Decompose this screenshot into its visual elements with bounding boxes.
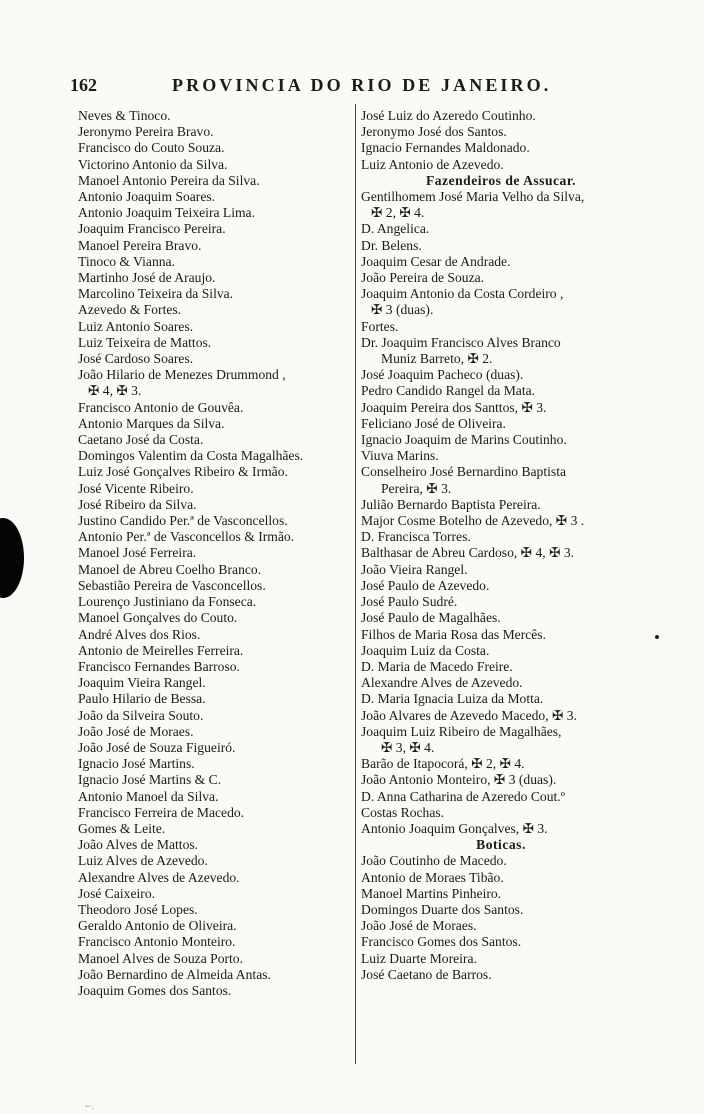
list-item: Joaquim Cesar de Andrade. [361,253,511,269]
page-number: 162 [70,75,97,95]
list-item: Manoel de Abreu Coelho Branco. [78,561,262,577]
list-item: Feliciano José de Oliveira. [361,415,506,431]
list-item: Antonio Marques da Silva. [78,415,225,431]
list-item: Francisco Gomes dos Santos. [361,934,522,950]
list-item: Paulo Hilario de Bessa. [78,691,206,707]
list-item: Barão de Itapocorá, ✠ 2, ✠ 4. [361,756,525,772]
list-item: João Vieira Rangel. [361,561,468,577]
list-item: João Coutinho de Macedo. [361,853,507,869]
list-item: Balthasar de Abreu Cardoso, ✠ 4, ✠ 3. [361,545,575,561]
list-item: Costas Rochas. [361,804,445,820]
list-item: Joaquim Antonio da Costa Cordeiro , [361,286,564,302]
list-item: Manoel Gonçalves do Couto. [78,610,238,626]
right-column [361,108,641,983]
list-item: Manoel Martins Pinheiro. [361,885,502,901]
list-item: Jeronymo José dos Santos. [361,124,507,140]
list-item: Gomes & Leite. [78,820,166,836]
list-item: Joaquim Luiz Ribeiro de Magalhães, [361,723,562,739]
list-item: João Alves de Mattos. [78,837,199,853]
list-item: Antonio Joaquim Teixeira Lima. [78,205,255,221]
list-item: Joaquim Pereira dos Santtos, ✠ 3. [361,399,547,415]
list-item: Geraldo Antonio de Oliveira. [78,918,237,934]
list-item: João Pereira de Souza. [361,270,485,286]
list-item: João Hilario de Menezes Drummond , [78,367,286,383]
list-item: Antonio Manoel da Silva. [78,788,219,804]
list-item: Gentilhomem José Maria Velho da Silva, [361,189,585,205]
section-heading-fazendeiros: Fazendeiros de Assucar. [425,172,577,188]
list-item: José Luiz do Azeredo Coutinho. [361,108,536,123]
list-item: Antonio de Meirelles Ferreira. [78,642,244,658]
list-item: Francisco Ferreira de Macedo. [78,804,245,820]
list-item: José Ribeiro da Silva. [78,496,197,512]
list-item: Fortes. [361,318,399,334]
list-item-continuation: ✠ 2, ✠ 4. [371,205,425,221]
left-column [78,108,358,999]
list-item: Neves & Tinoco. [78,108,171,123]
list-item: Marcolino Teixeira da Silva. [78,286,234,302]
list-item: Joaquim Francisco Pereira. [78,221,226,237]
list-item: Luiz Duarte Moreira. [361,950,477,966]
list-item: Luiz Antonio de Azevedo. [361,156,504,172]
list-item: Caetano José da Costa. [78,432,204,448]
list-item: D. Maria de Macedo Freire. [361,658,513,674]
list-item: Joaquim Luiz da Costa. [361,642,490,658]
list-item: Antonio Joaquim Gonçalves, ✠ 3. [361,820,548,836]
list-item: Joaquim Gomes dos Santos. [78,982,232,998]
list-item: Martinho José de Araujo. [78,270,216,286]
list-item: Filhos de Maria Rosa das Mercês. [361,626,546,642]
list-item: Antonio Per.ª de Vasconcellos & Irmão. [78,529,295,545]
list-item: D. Maria Ignacia Luiza da Motta. [361,691,544,707]
list-item: José Paulo Sudré. [361,594,458,610]
ink-speck [655,635,659,639]
running-title: PROVINCIA DO RIO DE JANEIRO. [172,75,552,95]
list-item: Francisco Antonio de Gouvêa. [78,399,244,415]
list-item: João da Silveira Souto. [78,707,204,723]
list-item: Luiz Alves de Azevedo. [78,853,208,869]
list-item: José Paulo de Magalhães. [361,610,501,626]
list-item-continuation: Muniz Barreto, ✠ 2. [381,351,493,367]
ink-smudge: ~·. [85,1102,94,1111]
list-item: Antonio de Moraes Tibão. [361,869,504,885]
list-item: Luiz José Gonçalves Ribeiro & Irmão. [78,464,288,480]
list-item: Ignacio Fernandes Maldonado. [361,140,530,156]
list-item: Francisco Fernandes Barroso. [78,658,240,674]
list-item: Dr. Belens. [361,237,422,253]
list-item: Victorino Antonio da Silva. [78,156,228,172]
list-item-continuation: ✠ 3, ✠ 4. [381,739,435,755]
list-item: Tinoco & Vianna. [78,253,175,269]
list-item: José Caixeiro. [78,885,156,901]
list-item: Manoel José Ferreira. [78,545,197,561]
list-item: Alexandre Alves de Azevedo. [361,675,523,691]
list-item: Francisco do Couto Souza. [78,140,225,156]
list-item: Justino Candido Per.ª de Vasconcellos. [78,513,288,529]
list-item: Azevedo & Fortes. [78,302,182,318]
list-item: Francisco Antonio Monteiro. [78,934,236,950]
list-item-continuation: Pereira, ✠ 3. [381,480,452,496]
list-item: João José de Moraes. [361,918,477,934]
list-item: João José de Souza Figueiró. [78,739,236,755]
list-item-continuation: ✠ 4, ✠ 3. [88,383,142,399]
list-item: Domingos Duarte dos Santos. [361,901,524,917]
list-item: José Cardoso Soares. [78,351,194,367]
list-item: Manoel Alves de Souza Porto. [78,950,243,966]
list-item: José Caetano de Barros. [361,966,492,982]
list-item: Ignacio Joaquim de Marins Coutinho. [361,432,567,448]
list-item: Domingos Valentim da Costa Magalhães. [78,448,304,464]
list-item: Luiz Teixeira de Mattos. [78,334,212,350]
list-item: José Paulo de Azevedo. [361,577,490,593]
list-item: Luiz Antonio Soares. [78,318,194,334]
list-item: Manoel Antonio Pereira da Silva. [78,172,260,188]
list-item: Ignacio José Martins. [78,756,195,772]
list-item: João Antonio Monteiro, ✠ 3 (duas). [361,772,557,788]
list-item: Lourenço Justiniano da Fonseca. [78,594,257,610]
list-item: Conselheiro José Bernardino Baptista [361,464,567,480]
list-item: Viuva Marins. [361,448,439,464]
list-item: Jeronymo Pereira Bravo. [78,124,214,140]
list-item-continuation: ✠ 3 (duas). [371,302,434,318]
list-item: Major Cosme Botelho de Azevedo, ✠ 3 . [361,513,585,529]
list-item: D. Francisca Torres. [361,529,471,545]
list-item: João José de Moraes. [78,723,194,739]
list-item: Dr. Joaquim Francisco Alves Branco [361,334,561,350]
page-header [0,73,704,99]
list-item: João Bernardino de Almeida Antas. [78,966,271,982]
list-item: Pedro Candido Rangel da Mata. [361,383,536,399]
list-item: Theodoro José Lopes. [78,901,198,917]
section-heading-boticas: Boticas. [476,837,526,853]
list-item: Julião Bernardo Baptista Pereira. [361,496,541,512]
list-item: Ignacio José Martins & C. [78,772,222,788]
list-item: Antonio Joaquim Soares. [78,189,216,205]
list-item: Alexandre Alves de Azevedo. [78,869,240,885]
list-item: José Joaquim Pacheco (duas). [361,367,524,383]
list-item: André Alves dos Rios. [78,626,201,642]
list-item: Manoel Pereira Bravo. [78,237,202,253]
binding-hole [0,518,24,598]
list-item: Joaquim Vieira Rangel. [78,675,206,691]
list-item: D. Angelica. [361,221,430,237]
list-item: D. Anna Catharina de Azeredo Cout.º [361,788,565,804]
list-item: Sebastião Pereira de Vasconcellos. [78,577,266,593]
list-item: José Vicente Ribeiro. [78,480,194,496]
list-item: João Alvares de Azevedo Macedo, ✠ 3. [361,707,577,723]
